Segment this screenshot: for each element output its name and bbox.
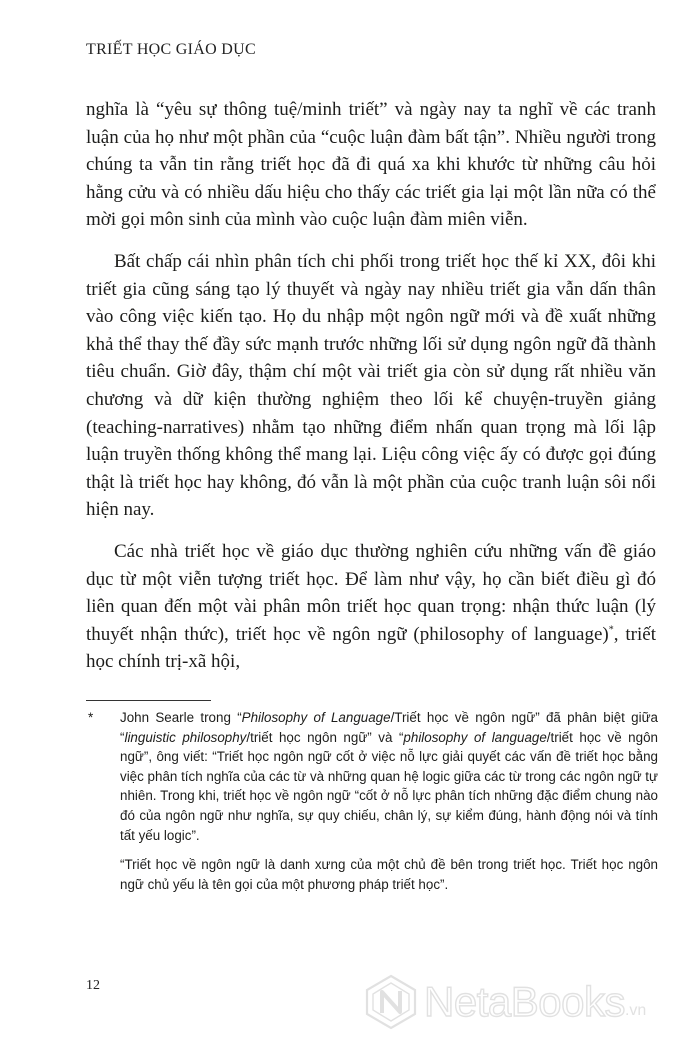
watermark-brand: NetaBooks [424,978,625,1025]
footnote-italic-title: Philosophy of Language [241,710,391,725]
netabooks-logo-icon [362,973,420,1031]
page-number: 12 [86,978,100,993]
footnote-mark: * [88,710,94,725]
paragraph-3 [86,538,656,676]
paragraph-1: nghĩa là “yêu sự thông tuệ/minh triết” và ngày nay ta nghĩ về các tranh luận của họ như một phần của “cuộc luận đàm bất tận”. Nhiều người trong chúng ta vẫn tin rằng triết học đã đi quá xa khi khước từ những câu hỏi hằng cửu và có nhiều dấu hiệu cho thấy các triết gia lại một lần nữa có thể mời gọi môn sinh của mình vào cuộc luận đàm miên viễn. [86,99,656,231]
footnote-text: /Triết học về ngôn ngữ” đã phân biệt giữa “ [120,710,659,745]
paragraph-2: Bất chấp cái nhìn phân tích chi phối trong triết học thế kỉ XX, đôi khi triết gia cũng sáng tạo lý thuyết và ngày nay nhiều triết gia vẫn dấn thân vào công việc kiến tạo. Họ du nhập một ngôn ngữ mới và đề xuất những khả thể thay thế đầy sức mạnh trước những lối sử dụng ngôn ngữ đã thành tiêu chuẩn. Giờ đây, thậm chí một vài triết gia còn sử dụng rất nhiều văn chương và dữ kiện thường nghiệm theo lối kể chuyện-truyền giảng (teaching-narratives) nhằm tạo những điểm nhấn quan trọng mà lối lập luận truyền thống không thể mang lại. Liệu công việc ấy có được gọi đúng thật là triết học hay không, đó vẫn là một phần của cuộc tranh luận sôi nổi hiện nay. [86,250,656,521]
footnote-paragraph-2: “Triết học về ngôn ngữ là danh xưng của một chủ đề bên trong triết học. Triết học ngôn ngữ chủ yếu là tên gọi của một phương pháp triết học”. [120,857,658,892]
footnote [86,708,658,904]
footnote-content [120,708,658,904]
footnote-paragraph-1 [120,708,658,845]
main-text [86,96,656,690]
footnote-text: John Searle trong “ [120,710,242,725]
footnote-text: /triết học về ngôn ngữ”, ông viết: “Triết học ngôn ngữ cốt ở việc nỗ lực giải quyết các vấn đề triết học bằng việc phân tích nghĩa của các từ và những quan hệ logic giữa các từ trong các ngôn ngữ tự nhiên. Trong khi, triết học về ngôn ngữ “cốt ở nỗ lực phân tích những đặc điểm chung nào đó của ngôn ngữ như nghĩa, sự quy chiếu, chân lý, sự kiểm đúng, hành động nói và tính tất yếu logic”. [120,729,658,843]
footnote-italic-term: linguistic philosophy [124,729,247,745]
running-header: TRIẾT HỌC GIÁO DỤC [86,41,256,58]
paragraph-3-tail: , triết học chính trị-xã hội, [86,623,656,673]
footnote-text: /triết học ngôn ngữ” và “ [246,729,404,745]
watermark-suffix: .vn [624,1002,647,1019]
netabooks-watermark [362,972,692,1032]
footnote-italic-term: philosophy of language [403,729,547,745]
footnote-separator [86,700,211,701]
paragraph-3-text: Các nhà triết học về giáo dục thường nghiên cứu những vấn đề giáo dục từ một viễn tượng triết học. Để làm như vậy, họ cần biết điều gì đó liên quan đến một vài phân môn triết học quan trọng: nhận thức luận (lý thuyết nhận thức), triết học về ngôn ngữ (philosophy of language) [86,540,656,645]
footnote-reference-mark[interactable]: * [608,624,614,636]
